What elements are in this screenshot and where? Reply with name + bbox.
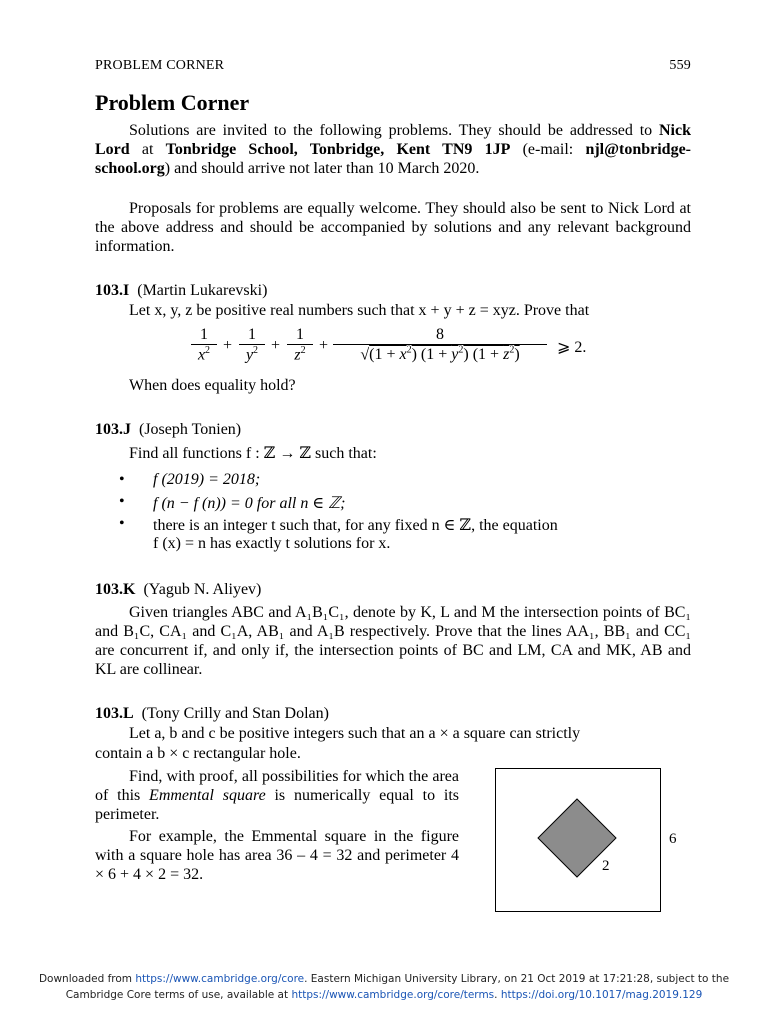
problem-heading-103l <box>95 705 329 723</box>
download-footer <box>0 971 768 1003</box>
doi-link[interactable]: https://doi.org/10.1017/mag.2019.129 <box>500 989 703 1001</box>
problem-number: 103.K <box>95 581 136 598</box>
fraction-8-over-root: $\frac{8}{√(1 + x^2) (1 + y^2) (1 + z^2)}$ <box>333 326 547 364</box>
problem-103i-question: When does equality hold? <box>129 377 296 394</box>
page-number: 559 <box>669 58 691 73</box>
problem-number: 103.L <box>95 705 134 722</box>
emmental-square-term: Emmental square <box>149 787 266 804</box>
problem-103l-example: For example, the Emmental square in the figure with a square hole has area 36 – 4 = 32 and perimeter 4 × 6 + 4 × 2 = 32. <box>95 828 459 883</box>
problem-author: (Joseph Tonien) <box>139 421 242 438</box>
editor-name: Nick Lord <box>95 122 691 158</box>
problem-103l-statement-1: Let a, b and c be positive integers such that an a × a square can strictly <box>129 725 581 742</box>
emmental-square-diagram <box>496 769 660 911</box>
outer-side-label: 6 <box>669 831 677 847</box>
inequality-formula: $\frac{1}{x^2}$ + $\frac{1}{y^2}$ + $\frac{1}{z^2}$ + $\frac{8}{√(1 + x^2) (1 + y^2) (1 + z^2)}$ ⩾ 2. <box>191 326 611 372</box>
problem-103k-statement: Given triangles ABC and A₁B₁C₁, denote by K, L and M the intersection points of BC₁ and B₁C, CA₁ and C₁A, AB₁ and A₁B respectively. Prove that the lines AA₁, BB₁ and CC₁ are concurrent if, and only if, the intersection points of BC and LM, CA and MK, AB and KL are collinear. <box>95 604 691 678</box>
problem-author: (Yagub N. Aliyev) <box>143 581 262 598</box>
terms-link[interactable]: https://www.cambridge.org/core/terms <box>291 989 495 1001</box>
problem-103l-statement-2: contain a b × c rectangular hole. <box>95 745 301 762</box>
problem-103j-statement: Find all functions f : ℤ → ℤ such that: <box>129 445 377 462</box>
inequality-rhs: ⩾ 2. <box>557 339 587 356</box>
fraction-1-over-y2: $\frac{1}{y^2}$ <box>239 326 265 364</box>
postal-address: Tonbridge School, Tonbridge, Kent TN9 1JP <box>165 141 511 158</box>
problem-number: 103.I <box>95 282 130 299</box>
problem-heading-103k <box>95 581 261 599</box>
fraction-1-over-z2: $\frac{1}{z^2}$ <box>287 326 313 364</box>
problem-author: (Martin Lukarevski) <box>137 282 268 299</box>
problem-heading-103i <box>95 282 267 300</box>
problem-103i-statement: Let x, y, z be positive real numbers such that x + y + z = xyz. Prove that <box>129 302 590 319</box>
problem-number: 103.J <box>95 421 131 438</box>
problem-heading-103j <box>95 421 241 439</box>
running-header <box>95 58 691 74</box>
hole-side-label: 2 <box>602 858 610 874</box>
intro-paragraph-2: Proposals for problems are equally welcome. They should also be sent to Nick Lord at the above address and should be accompanied by solutions and any relevant background information. <box>95 200 691 255</box>
intro-paragraph-1: Solutions are invited to the following problems. They should be addressed to Nick Lord at Tonbridge School, Tonbridge, Kent TN9 1JP (e-mail: njl@tonbridge-school.org) and should arrive not later than 10 March 2020. <box>95 122 692 177</box>
problem-103l-task: Find, with proof, all possibilities for which the area of this Emmental square is numerically equal to its perimeter. <box>95 768 459 823</box>
footer-line-1: Downloaded from https://www.cambridge.org/core. Eastern Michigan University Library, on 21 Oct 2019 at 17:21:28, subject to the <box>38 973 730 985</box>
running-title: PROBLEM CORNER <box>95 58 225 73</box>
section-title: Problem Corner <box>95 90 250 115</box>
fraction-1-over-x2: $\frac{1}{x^2}$ <box>191 326 217 364</box>
cambridge-core-link[interactable]: https://www.cambridge.org/core <box>135 973 305 985</box>
email-address[interactable]: njl@tonbridge-school.org <box>95 141 692 177</box>
problem-author: (Tony Crilly and Stan Dolan) <box>141 705 329 722</box>
emmental-square-figure <box>495 768 661 912</box>
footer-line-2: Cambridge Core terms of use, available at https://www.cambridge.org/core/terms. https://doi.org/10.1017/mag.2019.129 <box>65 989 703 1001</box>
